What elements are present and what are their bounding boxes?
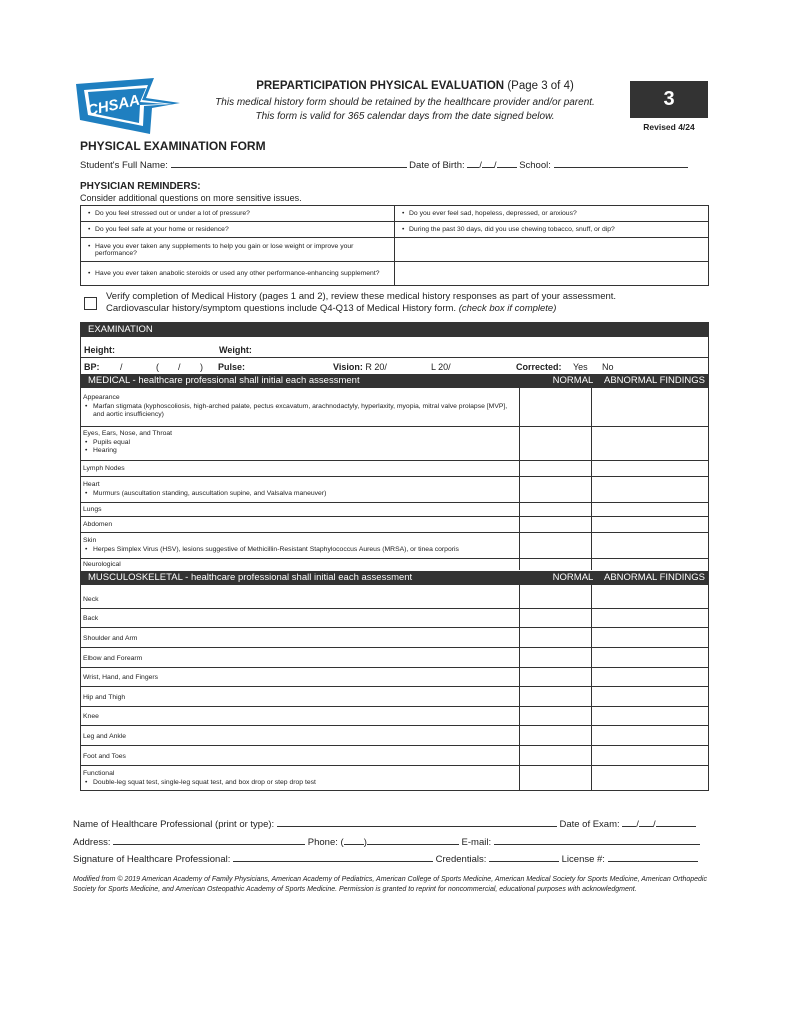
reminder-cell-empty [395,262,709,286]
email-label: E-mail: [461,837,492,848]
msk-row-leg-ankle: Leg and Ankle [83,733,127,740]
medical-normal-header: NORMAL [552,375,594,386]
bp-slash-2: / [178,362,181,372]
reminders-intro: Consider additional questions on more sensitive issues. [80,193,302,203]
physician-reminders-title: PHYSICIAN REMINDERS: [80,181,201,192]
reminder-cell: • Do you ever feel sad, hopeless, depressed, or anxious? [395,206,709,222]
hcp-name-label: Name of Healthcare Professional (print or type): [73,819,275,830]
medical-row-appearance: Appearance • Marfan stigmata (kyphoscoliosis, high-arched palate, pectus excavatum, arachnodactyly, hyperlaxity, myopia, mitral valve prolapse [MVP], and aortic insufficiency) [83,394,513,420]
bp-slash-1: / [120,362,123,372]
page-indicator: (Page 3 of 4) [507,80,574,92]
msk-row-shoulder-arm: Shoulder and Arm [83,635,138,642]
msk-title: MUSCULOSKELETAL - healthcare professional shall initial each assessment [88,572,413,583]
pulse-label: Pulse: [218,362,246,372]
license-field[interactable] [608,852,698,862]
examination-header: EXAMINATION [80,322,709,337]
reminder-cell: • Have you ever taken anabolic steroids or used any other performance-enhancing supplement? [81,262,395,286]
revised-date: Revised 4/24 [643,122,695,132]
medical-abnormal-header: ABNORMAL FINDINGS [604,375,705,386]
subtitle-line-2: This form is valid for 365 calendar days from the date signed below. [255,111,555,122]
exam-date-year[interactable] [656,817,696,827]
weight-label: Weight: [219,345,252,355]
reminder-cell: • During the past 30 days, did you use chewing tobacco, snuff, or dip? [395,222,709,238]
title-text: PREPARTICIPATION PHYSICAL EVALUATION [256,80,505,92]
license-label: License #: [561,854,605,865]
msk-row-neck: Neck [83,596,99,603]
school-label: School: [519,160,551,171]
corrected-no[interactable]: No [602,362,614,372]
msk-abnormal-header: ABNORMAL FINDINGS [604,572,705,583]
height-label: Height: [84,345,115,355]
msk-row-functional: Functional • Double-leg squat test, single-leg squat test, and box drop or step drop test [83,770,316,787]
medical-row-heart: Heart • Murmurs (auscultation standing, auscultation supine, and Valsalva maneuver) [83,481,326,498]
msk-row-elbow-forearm: Elbow and Forearm [83,655,143,662]
medical-title: MEDICAL - healthcare professional shall initial each assessment [88,375,360,386]
bp-label: BP: [84,362,100,372]
verify-line-1: Verify completion of Medical History (pages 1 and 2), review these medical history responses as part of your assessment. [106,291,617,302]
page-number-box: 3 [630,81,708,118]
dob-label: Date of Birth: [409,160,465,171]
email-field[interactable] [494,835,700,845]
address-row: Address: Phone: ( ) E-mail: [73,835,700,848]
dob-day-field[interactable] [482,158,494,168]
verify-line-2-note: (check box if complete) [458,303,557,314]
dob-month-field[interactable] [467,158,479,168]
medical-section-header [80,374,709,388]
corrected-yes[interactable]: Yes [573,362,588,372]
bp-paren-open: ( [156,362,159,372]
msk-row-hip-thigh: Hip and Thigh [83,694,126,701]
form-header-title [190,80,640,92]
medical-row-abdomen: Abdomen [83,521,113,528]
msk-row-knee: Knee [83,713,99,720]
hcp-name-field[interactable] [277,817,557,827]
medical-row-neurological: Neurological [83,561,121,568]
phone-label: Phone: [307,837,338,848]
student-name-field[interactable] [171,158,407,168]
verify-line-2: Cardiovascular history/symptom questions include Q4-Q13 of Medical History form. [106,303,457,314]
copyright-note: Modified from © 2019 American Academy of Family Physicians, American Academy of Pediatrics, American College of Sports Medicine, American Medical Society for Sports Medicine, American Orthopedic Society for Sports Medicine, and American Osteopathic Academy of Sports Medicine. Permission is granted to reprint for noncommercial, educational purposes with acknowledgment. [73,876,707,893]
vision-left-label: L 20/ [431,362,451,372]
address-label: Address: [73,837,111,848]
exam-date-label: Date of Exam: [559,819,620,830]
chsaa-logo [76,78,180,134]
address-field[interactable] [113,835,305,845]
signature-row [73,852,698,865]
msk-row-foot-toes: Foot and Toes [83,753,126,760]
exam-date-day[interactable] [639,817,653,827]
reminder-cell-empty [395,238,709,262]
header-subtitle [180,96,630,124]
form-title: PHYSICAL EXAMINATION FORM [80,139,266,153]
medical-row-eent: Eyes, Ears, Nose, and Throat • Pupils equal • Hearing [83,430,172,456]
subtitle-line-1: This medical history form should be retained by the healthcare provider and/or parent. [215,97,595,108]
medical-row-lymph: Lymph Nodes [83,465,125,472]
signature-field[interactable] [233,852,433,862]
msk-section-header [80,571,709,585]
vision-right-label: Vision: R 20/ [333,362,387,372]
reminder-cell: • Have you ever taken any supplements to help you gain or lose weight or improve your performance? [81,238,395,262]
student-row: Student's Full Name: Date of Birth: / / School: [80,158,688,171]
verify-text [106,291,666,315]
verify-checkbox[interactable] [84,297,97,310]
credentials-field[interactable] [489,852,559,862]
phone-area-field[interactable] [344,835,364,845]
logo-text: CHSAA [85,91,142,120]
exam-date-month[interactable] [622,817,636,827]
medical-row-skin: Skin • Herpes Simplex Virus (HSV), lesions suggestive of Methicillin-Resistant Staphylococcus Aureus (MRSA), or tinea corporis [83,537,459,554]
msk-normal-header: NORMAL [552,572,594,583]
medical-row-lungs: Lungs [83,506,102,513]
msk-row-wrist-hand: Wrist, Hand, and Fingers [83,674,159,681]
signature-label: Signature of Healthcare Professional: [73,854,231,865]
credentials-label: Credentials: [435,854,487,865]
reminder-cell: • Do you feel stressed out or under a lot of pressure? [81,206,395,222]
hcp-name-row: Name of Healthcare Professional (print or type): Date of Exam: / / [73,817,696,830]
school-field[interactable] [554,158,688,168]
phone-field[interactable] [367,835,459,845]
msk-row-back: Back [83,615,99,622]
corrected-label: Corrected: [516,362,562,372]
student-name-label: Student's Full Name: [80,160,168,171]
bp-paren-close: ) [200,362,203,372]
reminder-cell: • Do you feel safe at your home or residence? [81,222,395,238]
dob-year-field[interactable] [497,158,517,168]
reminders-table [80,205,709,286]
